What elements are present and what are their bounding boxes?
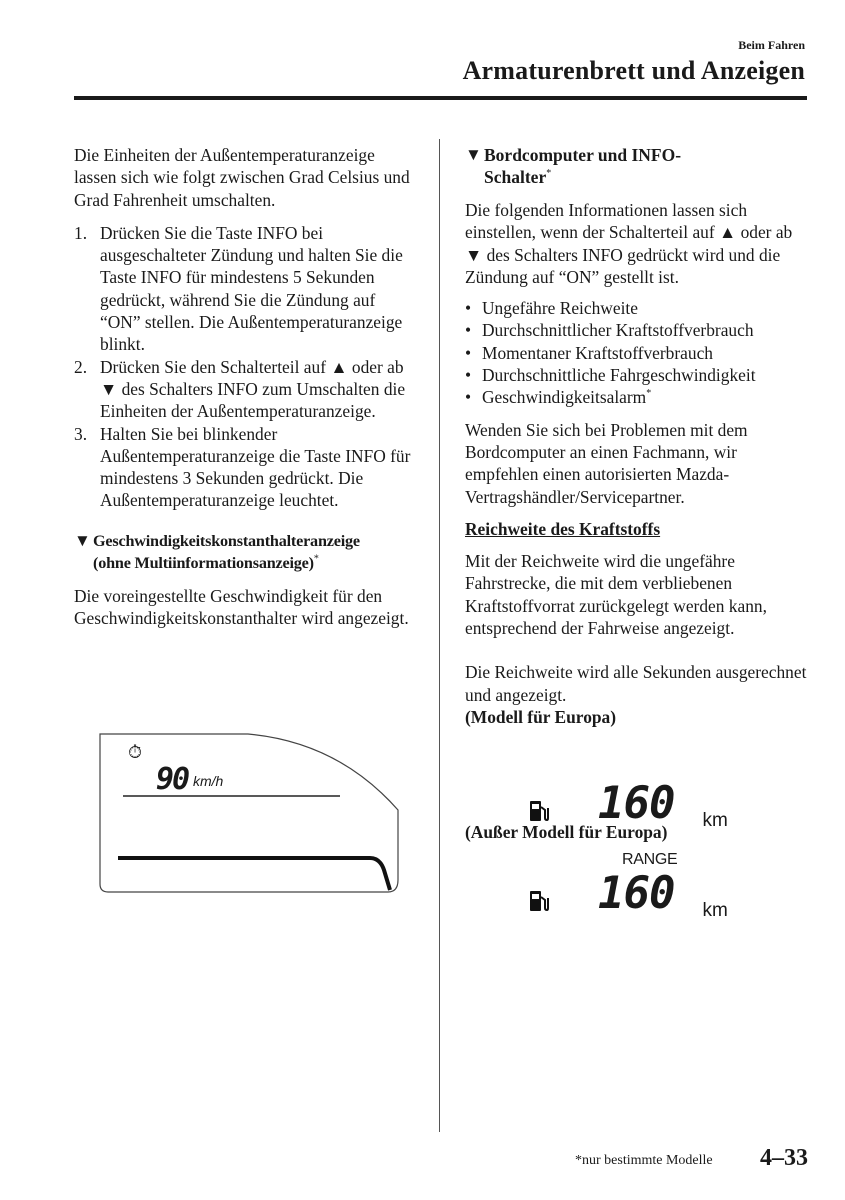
list-item: • Momentaner Kraftstoffverbrauch — [465, 342, 713, 363]
step-text: Drücken Sie den Schalterteil auf ▲ oder ab ▼ des Schalters INFO zum Umschalten die Einheiten der Außentemperaturanzeige. — [100, 356, 406, 422]
europe-model-label: (Modell für Europa) — [465, 706, 617, 727]
list-item: • Geschwindigkeitsalarm* — [465, 387, 652, 408]
up-arrow-icon: ▲ — [330, 356, 348, 377]
range-description: Mit der Reichweite wird die ungefähre Fahrstrecke, die mit dem verbliebenen Kraftstoffvorrat zurückgelegt werden kann, entsprechend der Fahrweise angezeigt. — [465, 551, 767, 639]
step-item — [74, 356, 419, 423]
step-text: Drücken Sie die Taste INFO bei ausgeschalteter Zündung und halten Sie die Taste INFO für mindestens 5 Sekunden gedrückt, während Sie die Zündung auf “ON” stellen. Die Außentemperaturanzeige blinkt. — [100, 222, 403, 355]
range-unit: km — [702, 810, 728, 831]
step-item — [74, 423, 419, 512]
section-title-line: Geschwindigkeitskonstanthalteranzeige — [93, 531, 360, 550]
range-value: 160 — [598, 778, 675, 829]
section-marker-icon: ▼ — [74, 530, 91, 550]
left-column — [74, 144, 419, 629]
section-title-line: Schalter — [484, 167, 547, 187]
step-text: Halten Sie bei blinkender Außentemperaturanzeige die Taste INFO für mindestens 3 Sekunden gedrückt. Die Außentemperaturanzeige leuchtet. — [100, 423, 411, 511]
section-heading-cruise — [74, 530, 419, 574]
header-rule — [74, 96, 807, 100]
section-title-line: Bordcomputer und INFO- — [484, 145, 682, 165]
range-value: 160 — [598, 868, 675, 919]
column-divider — [439, 139, 440, 1132]
page-number: 4–33 — [760, 1145, 808, 1171]
cruise-control-icon: ⏱ — [128, 742, 143, 762]
step-number: 3. — [74, 423, 88, 444]
asterisk-mark: * — [546, 168, 552, 180]
list-item: • Durchschnittliche Fahrgeschwindigkeit — [465, 365, 756, 386]
step-item — [74, 222, 419, 356]
list-item: • Ungefähre Reichweite — [465, 298, 638, 319]
steps-list — [74, 222, 419, 512]
step-number: 1. — [74, 222, 88, 243]
section-title-line: (ohne Multiinformationsanzeige) — [93, 553, 314, 572]
range-display-europe — [528, 778, 728, 831]
cruise-speed-value: 90 — [156, 762, 189, 797]
step-number: 2. — [74, 356, 88, 377]
fuel-pump-icon — [528, 888, 550, 914]
asterisk-mark: * — [313, 553, 319, 565]
fuel-pump-icon — [528, 798, 550, 824]
list-item: • Durchschnittlicher Kraftstoffverbrauch — [465, 320, 754, 341]
range-calc-paragraph: Die Reichweite wird alle Sekunden ausgerechnet und angezeigt. — [465, 662, 807, 705]
range-display-non-europe — [528, 868, 728, 921]
range-unit: km — [702, 900, 728, 921]
cruise-paragraph: Die voreingestellte Geschwindigkeit für den Geschwindigkeitskonstanthalter wird angezeigt. — [74, 585, 409, 629]
section-heading-trip-computer — [465, 144, 810, 188]
running-header-section: Beim Fahren — [738, 38, 805, 52]
page-title: Armaturenbrett und Anzeigen — [462, 56, 805, 85]
advice-paragraph: Wenden Sie sich bei Problemen mit dem Bordcomputer an einen Fachmann, wir empfehlen einen autorisierten Mazda-Vertragshändler/Servicepartner. — [465, 419, 748, 507]
up-arrow-icon: ▲ — [719, 222, 737, 243]
right-column — [465, 144, 810, 728]
range-subheading: Reichweite des Kraftstoffs — [465, 518, 661, 539]
down-arrow-icon: ▼ — [465, 244, 483, 265]
non-europe-model-label: (Außer Modell für Europa) — [465, 822, 668, 842]
footnote: *nur bestimmte Modelle — [575, 1153, 713, 1168]
cruise-speed-unit: km/h — [193, 773, 224, 789]
trip-computer-intro: Die folgenden Informationen lassen sich einstellen, wenn der Schalterteil auf ▲ oder ab ▼ des Schalters INFO gedrückt wird und die Zündung auf “ON” gestellt ist. — [465, 200, 793, 287]
info-bullet-list — [465, 297, 810, 408]
intro-paragraph: Die Einheiten der Außentemperaturanzeige lassen sich wie folgt zwischen Grad Celsius und Grad Fahrenheit umschalten. — [74, 145, 410, 210]
section-marker-icon: ▼ — [465, 145, 482, 164]
down-arrow-icon: ▼ — [100, 378, 118, 399]
asterisk-mark: * — [646, 388, 652, 400]
range-label: RANGE — [622, 851, 678, 868]
cruise-display-illustration — [98, 730, 408, 900]
